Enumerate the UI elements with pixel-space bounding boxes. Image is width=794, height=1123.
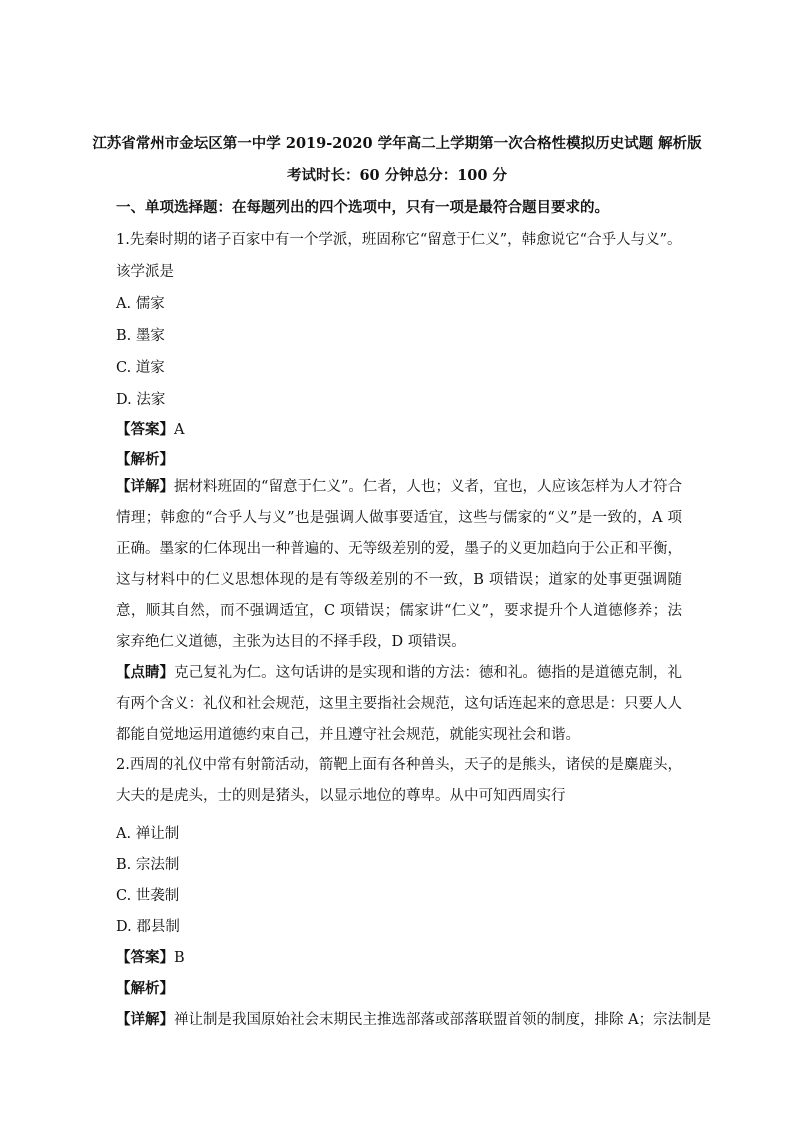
document-title: 江苏省常州市金坛区第一中学 2019-2020 学年高二上学期第一次合格性模拟历史试题 解析版 [92, 135, 702, 152]
question-2-option-d: D. 郡县制 [116, 919, 180, 935]
detail-text: 据材料班固的“留意于仁义”。仁者，人也；义者，宜也，人应该怎样为人才符合情理；韩愈的“合乎人与义”也是强调人做事要适宜，这些与儒家的“义”是一致的，A 项正确。墨家的仁体现出一种普遍的、无等级差别的爱，墨子的义更加趋向于公正和平衡，这与材料中的仁义思想体现的是有等级差别的不一致，B 项错误；道家的处事更强调随意，顺其自然，而不强调适宜，C 项错误；儒家讲“仁义”，要求提升个人道德修养；法家弃绝仁义道德，主张为达目的不择手段，D 项错误。 [116, 479, 683, 650]
comment-label: 【点睛】 [116, 664, 175, 681]
question-1-stem: 1.先秦时期的诸子百家中有一个学派，班固称它“留意于仁义”，韩愈说它“合乎人与义”。 [116, 232, 682, 248]
question-1-detail [116, 471, 682, 658]
detail-label: 【详解】 [116, 478, 175, 495]
comment-text: 克己复礼为仁。这句话讲的是实现和谐的方法：德和礼。德指的是道德克制，礼有两个含义：礼仪和社会规范，这里主要指社会规范，这句话连起来的意思是：只要人人都能自觉地运用道德约束自己，并且遵守社会规范，就能实现社会和谐。 [116, 665, 683, 743]
question-2-option-b: B. 宗法制 [116, 857, 180, 873]
answer-value: A [174, 422, 185, 438]
question-1-stem-cont: 该学派是 [116, 264, 174, 280]
question-2-option-c: C. 世袭制 [116, 888, 180, 904]
question-1-option-c: C. 道家 [116, 360, 165, 376]
question-1-comment [116, 657, 682, 751]
question-1-analysis-label: 【解析】 [116, 451, 174, 468]
question-2-answer: 【答案】B [116, 949, 185, 966]
question-2-option-a: A. 禅让制 [116, 826, 180, 842]
question-1-option-d: D. 法家 [116, 392, 166, 408]
answer-label: 【答案】 [116, 421, 174, 438]
question-1-option-b: B. 墨家 [116, 328, 165, 344]
question-1-option-a: A. 儒家 [116, 296, 165, 312]
question-2-stem: 2.西周的礼仪中常有射箭活动，箭靶上面有各种兽头，天子的是熊头，诸侯的是麋鹿头，大夫的是虎头，士的则是猪头，以显示地位的尊卑。从中可知西周实行 [116, 757, 682, 804]
question-1-answer [116, 418, 184, 439]
exam-info: 考试时长：60 分钟总分：100 分 [286, 167, 508, 184]
question-2-detail: 【详解】禅让制是我国原始社会末期民主推选部落或部落联盟首领的制度，排除 A；宗法制是 [116, 1011, 712, 1028]
section-heading: 一、单项选择题：在每题列出的四个选项中，只有一项是最符合题目要求的。 [116, 199, 609, 216]
question-2-analysis-label: 【解析】 [116, 980, 174, 997]
